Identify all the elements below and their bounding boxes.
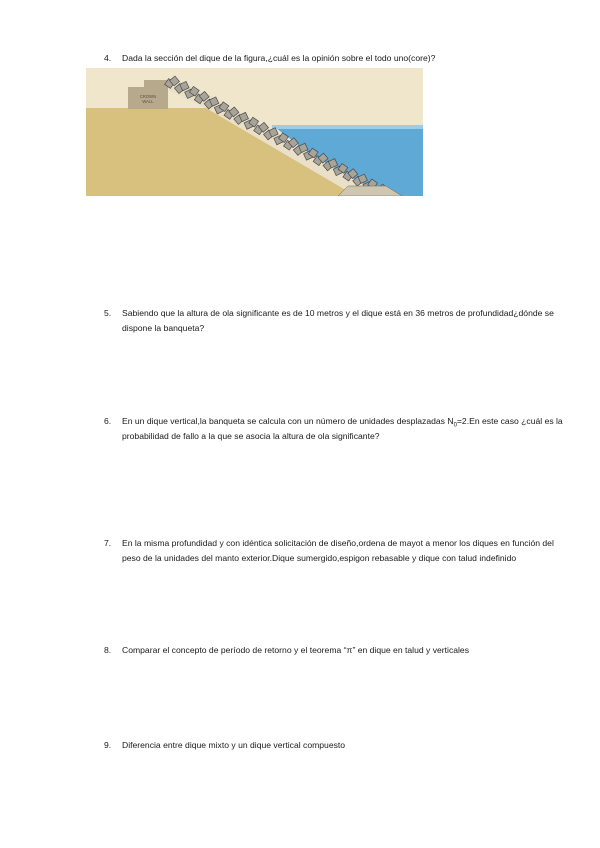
question-7: [104, 536, 574, 566]
question-text: Sabiendo que la altura de ola significante es de 10 metros y el dique está en 36 metros de profundidad¿dónde se dispone la banqueta?: [122, 308, 554, 333]
breakwater-section-drawing: [86, 68, 423, 196]
question-number: 7.: [104, 538, 112, 548]
question-6: [104, 414, 574, 444]
question-text: [104, 414, 574, 444]
question-text: Comparar el concepto de período de retorno y el teorema “π” en dique en talud y verticales: [122, 645, 470, 655]
question-5: [104, 306, 574, 336]
question-number: 4.: [104, 53, 112, 63]
breakwater-section-figure: [86, 68, 423, 196]
question-text-part: =2.En este caso ¿cuál es la probabilidad de fallo a la que se asocia la altura de ola significante?: [122, 416, 563, 441]
question-text: En la misma profundidad y con idéntica solicitación de diseño,ordena de mayot a menor los diques en función del peso de la unidades del manto exterior.Dique sumergido,espigon rebasable y dique con talud indefinido: [122, 538, 554, 563]
question-8: [104, 643, 574, 658]
sea-surface: [272, 125, 423, 129]
question-text-part: En un dique vertical,la banqueta se calcula con un número de unidades desplazadas N: [122, 416, 454, 426]
question-text: Diferencia entre dique mixto y un dique vertical compuesto: [122, 740, 346, 750]
question-9: [104, 738, 574, 753]
question-number: 6.: [104, 416, 112, 426]
question-text: Dada la sección del dique de la figura,¿cuál es la opinión sobre el todo uno(core)?: [122, 53, 436, 63]
question-number: 8.: [104, 645, 112, 655]
crown-wall-label: CROWN: [139, 94, 157, 99]
question-4: [104, 51, 574, 66]
crown-wall-label: WALL: [142, 99, 154, 104]
question-number: 5.: [104, 308, 112, 318]
question-number: 9.: [104, 740, 112, 750]
subscript-zero: 0: [453, 422, 457, 429]
crown-wall-cap: [144, 80, 168, 88]
